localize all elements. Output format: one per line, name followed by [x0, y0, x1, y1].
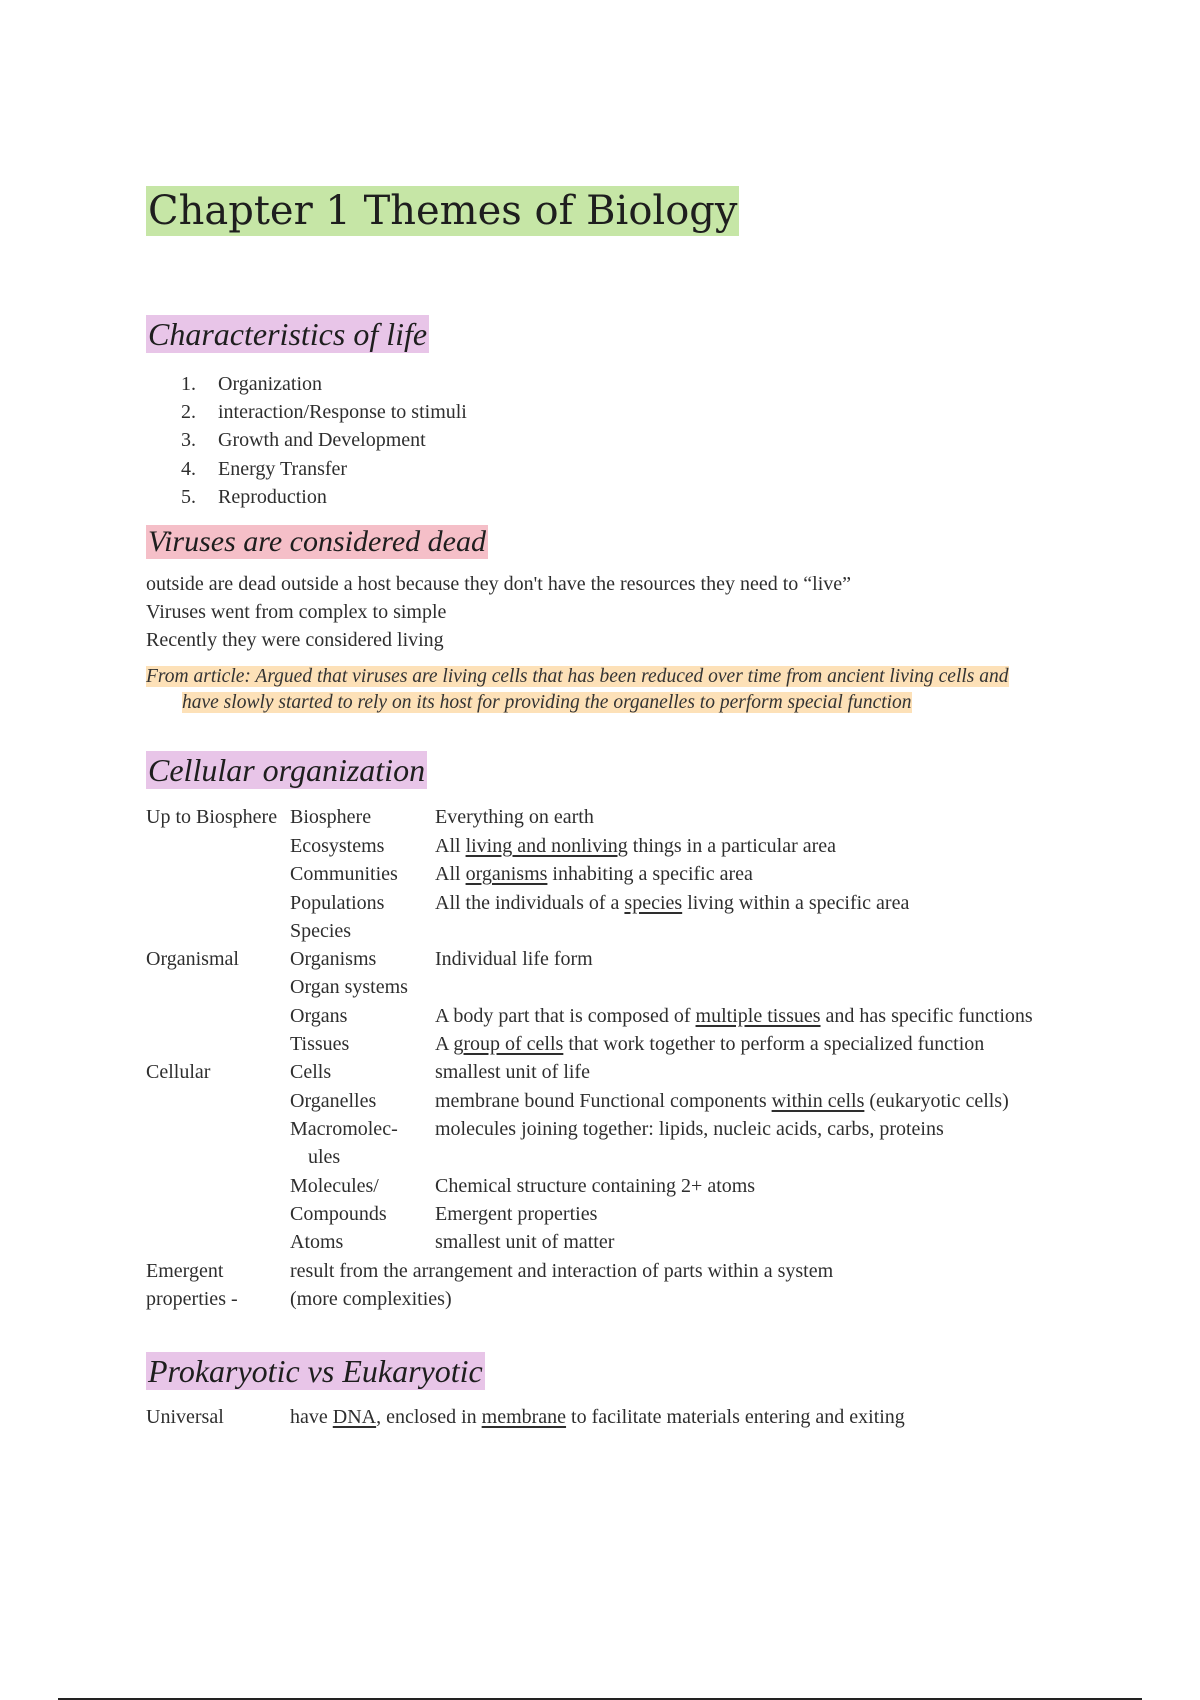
text-span: things in a particular area: [627, 835, 837, 857]
list-number: 3.: [181, 429, 196, 452]
list-text: Organization: [218, 373, 323, 395]
text-span: living within a specific area: [682, 892, 910, 914]
universal-label: Universal: [146, 1406, 224, 1428]
desc-organs: [435, 1002, 1033, 1030]
page-title: Chapter 1 Themes of Biology: [148, 188, 738, 234]
desc-compounds: Emergent properties: [435, 1203, 598, 1225]
level-atoms: Atoms: [290, 1231, 344, 1253]
desc-populations: [435, 889, 909, 917]
text-span: All: [435, 835, 466, 857]
list-number: 5.: [181, 485, 196, 508]
text-span: and has specific functions: [820, 1005, 1033, 1027]
level-communities: Communities: [290, 863, 398, 885]
list-text: interaction/Response to stimuli: [218, 401, 467, 424]
desc-communities: [435, 860, 753, 888]
underlined-term: multiple tissues: [695, 1005, 821, 1027]
text-span: , enclosed in: [376, 1406, 482, 1428]
desc-ecosystems: [435, 832, 836, 860]
list-text: Reproduction: [218, 485, 327, 508]
emergent-description-2: (more complexities): [290, 1288, 452, 1310]
text-span: A: [435, 1033, 454, 1055]
heading-cellular-organization: Cellular organization: [148, 752, 426, 788]
desc-cells: smallest unit of life: [435, 1061, 590, 1083]
level-ecosystems: Ecosystems: [290, 835, 385, 857]
emergent-description: result from the arrangement and interaction of parts within a system: [290, 1260, 834, 1282]
article-quote: [146, 664, 1086, 716]
level-populations: Populations: [290, 892, 385, 914]
level-macromolecules-2: ules: [308, 1146, 341, 1168]
underlined-term: organisms: [465, 863, 548, 885]
list-number: 4.: [181, 457, 196, 480]
list-text: Growth and Development: [218, 429, 426, 452]
desc-macromolecules: molecules joining together: lipids, nucleic acids, carbs, proteins: [435, 1118, 944, 1140]
heading-prokaryotic-vs-eukaryotic: Prokaryotic vs Eukaryotic: [148, 1353, 483, 1389]
desc-tissues: [435, 1030, 984, 1058]
level-biosphere: Biosphere: [290, 806, 372, 828]
text-span: membrane bound Functional components: [435, 1090, 772, 1112]
viruses-line-1: outside are dead outside a host because they don't have the resources they need to “live”: [146, 573, 852, 595]
list-text: Energy Transfer: [218, 457, 348, 480]
desc-atoms: smallest unit of matter: [435, 1231, 615, 1253]
universal-description: [290, 1403, 905, 1431]
level-organs: Organs: [290, 1005, 348, 1027]
group-label-organismal: Organismal: [146, 948, 239, 970]
underlined-term: DNA: [332, 1406, 377, 1428]
list-number: 1.: [181, 373, 196, 395]
level-macromolecules: Macromolec-: [290, 1118, 398, 1140]
underlined-term: species: [624, 892, 683, 914]
text-span: All: [435, 863, 466, 885]
text-span: (eukaryotic cells): [864, 1090, 1009, 1112]
level-molecules: Molecules/: [290, 1175, 379, 1197]
level-species: Species: [290, 920, 352, 942]
level-organ-systems: Organ systems: [290, 976, 408, 998]
article-line-1: From article: Argued that viruses are living cells that has been reduced over time from ancient living cells and: [146, 666, 1009, 687]
list-number: 2.: [181, 401, 196, 424]
level-organisms: Organisms: [290, 948, 377, 970]
text-span: to facilitate materials entering and exiting: [566, 1406, 905, 1428]
viruses-line-2: Viruses went from complex to simple: [146, 601, 447, 623]
underlined-term: living and nonliving: [465, 835, 628, 857]
underlined-term: within cells: [771, 1090, 865, 1112]
group-label-biosphere: Up to Biosphere: [146, 806, 278, 828]
article-line-2: have slowly started to rely on its host for providing the organelles to perform special function: [182, 692, 912, 713]
level-tissues: Tissues: [290, 1033, 350, 1055]
heading-viruses: Viruses are considered dead: [148, 525, 486, 558]
text-span: All the individuals of a: [435, 892, 625, 914]
level-cells: Cells: [290, 1061, 332, 1083]
text-span: that work together to perform a specialized function: [563, 1033, 985, 1055]
level-organelles: Organelles: [290, 1090, 377, 1112]
text-span: have: [290, 1406, 333, 1428]
heading-characteristics: Characteristics of life: [148, 316, 428, 352]
desc-molecules: Chemical structure containing 2+ atoms: [435, 1175, 756, 1197]
group-label-cellular: Cellular: [146, 1061, 211, 1083]
group-label-emergent-2: properties -: [146, 1288, 238, 1310]
text-span: A body part that is composed of: [435, 1005, 696, 1027]
underlined-term: membrane: [481, 1406, 567, 1428]
desc-organelles: [435, 1087, 1009, 1115]
underlined-term: group of cells: [453, 1033, 564, 1055]
viruses-line-3: Recently they were considered living: [146, 629, 444, 651]
group-label-emergent: Emergent: [146, 1260, 224, 1282]
level-compounds: Compounds: [290, 1203, 387, 1225]
desc-biosphere: Everything on earth: [435, 806, 594, 828]
desc-organisms: Individual life form: [435, 948, 593, 970]
text-span: inhabiting a specific area: [547, 863, 753, 885]
